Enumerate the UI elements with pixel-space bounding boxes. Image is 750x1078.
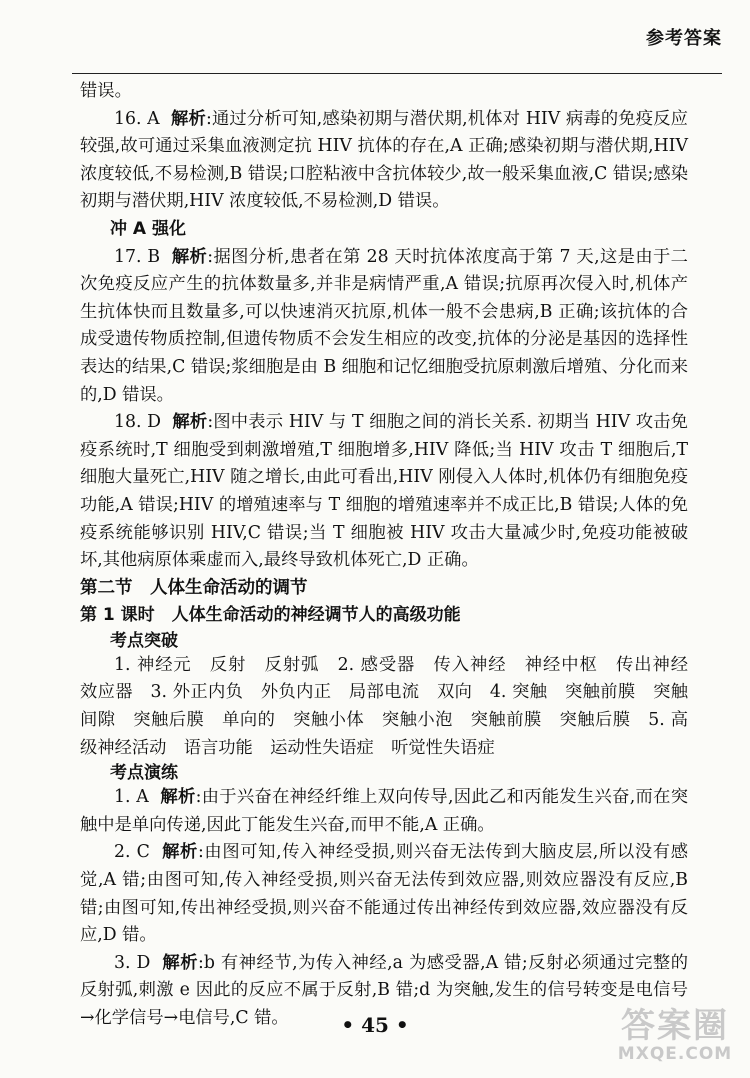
answer-18-label: 解析: [172, 412, 208, 433]
watermark-bottom: MXQE.COM: [617, 1044, 733, 1064]
exercise-3-text: :b 有神经节,为传入神经,a 为感受器,A 错;反射必须通过完整的反射弧,刺激 e 因此的反应不属于反射,B 错;d 为突触,发生的信号转变是电信号→化学信号→电信号,C 错。: [80, 952, 688, 1028]
watermark-logo: [610, 1008, 740, 1070]
continued-text: 错误。: [80, 81, 132, 101]
exercise-2: [80, 839, 688, 949]
kaodian-yanlian-heading: 考点演练: [110, 763, 178, 784]
answer-17: [80, 244, 688, 410]
page-header-title: 参考答案: [646, 28, 722, 49]
watermark-top: 答案圈: [621, 1006, 729, 1046]
answer-18-text: :图中表示 HIV 与 T 细胞之间的消长关系. 初期当 HIV 攻击免疫系统时,T 细胞受到刺激增殖,T 细胞增多,HIV 降低;当 HIV 攻击 T 细胞后,T 细胞大量死亡,HIV 随之增长,由此可看出,HIV 刚侵入人体时,机体仍有细胞免疫功能,A 错误;HIV 的增殖速率与 T 细胞的增殖速率并不成正比,B 错误;人体的免疫系统能够识别 HIV,C 错误;当 T 细胞被 HIV 攻击大量减少时,免疫功能被破坏,其他病原体乘虚而入,最终导致机体死亡,D 正确。: [80, 412, 688, 571]
section-title: 第二节 人体生命活动的调节: [80, 577, 308, 598]
answer-17-number: 17. B: [114, 246, 161, 267]
exercise-3-number: 3. D: [114, 952, 151, 973]
answer-16-label: 解析: [171, 108, 206, 129]
header-divider: [72, 73, 722, 74]
exercise-1-text: :由于兴奋在神经纤维上双向传导,因此乙和丙能发生兴奋,而在突触中是单向传递,因此丁能发生兴奋,而甲不能,A 正确。: [80, 787, 688, 835]
exercise-2-number: 2. C: [114, 842, 150, 863]
subheading-chong-a: 冲 A 强化: [110, 218, 186, 239]
answer-18: [80, 409, 688, 575]
answer-18-number: 18. D: [114, 412, 162, 433]
kaodian-tupo-heading: 考点突破: [110, 630, 178, 651]
kaodian-tupo-text: 1. 神经元 反射 反射弧 2. 感受器 传入神经 神经中枢 传出神经 效应器 3. 外正内负 外负内正 局部电流 双向 4. 突触 突触前膜 突触间隙 突触后膜 单向的 突触小体 突触小泡 突触前膜 突触后膜 5. 高级神经活动 语言功能 运动性失语症 听觉性失语症: [80, 654, 706, 758]
exercise-1-number: 1. A: [114, 787, 149, 808]
lesson-title: 第 1 课时 人体生命活动的神经调节人的高级功能: [80, 605, 461, 626]
answer-17-text: :据图分析,患者在第 28 天时抗体浓度高于第 7 天,这是由于二次免疫反应产生的抗体数量多,并非是病情严重,A 错误;抗原再次侵入时,机体产生抗体快而且数量多,可以快速消灭抗原,机体一般不会患病,B 正确;该抗体的合成受遗传物质控制,但遗传物质不会发生相应的改变,抗体的分泌是基因的选择性表达的结果,C 错误;浆细胞是由 B 细胞和记忆细胞受抗原刺激后增殖、分化而来的,D 错误。: [80, 246, 688, 405]
exercise-1: [80, 784, 688, 839]
answer-16-text: :通过分析可知,感染初期与潜伏期,机体对 HIV 病毒的免疫反应较强,故可通过采集血液测定抗 HIV 抗体的存在,A 正确;感染初期与潜伏期,HIV 浓度较低,不易检测,B 错误;口腔粘液中含抗体较少,故一般采集血液,C 错误;感染初期与潜伏期,HIV 浓度较低,不易检测,D 错误。: [80, 108, 688, 212]
exercise-3-label: 解析: [162, 952, 198, 973]
answer-17-label: 解析: [171, 246, 208, 267]
exercise-2-label: 解析: [162, 842, 198, 863]
page-number: • 45 •: [341, 1013, 409, 1037]
answer-16-number: 16. A: [114, 108, 160, 129]
exercise-2-text: :由图可知,传入神经受损,则兴奋无法传到大脑皮层,所以没有感觉,A 错;由图可知,传入神经受损,则兴奋无法传到效应器,则效应器没有反应,B 错;由图可知,传出神经受损,则兴奋不能通过传出神经传到效应器,效应器没有反应,D 错。: [80, 842, 688, 946]
answer-16: [80, 106, 688, 216]
exercise-1-label: 解析: [160, 787, 196, 808]
